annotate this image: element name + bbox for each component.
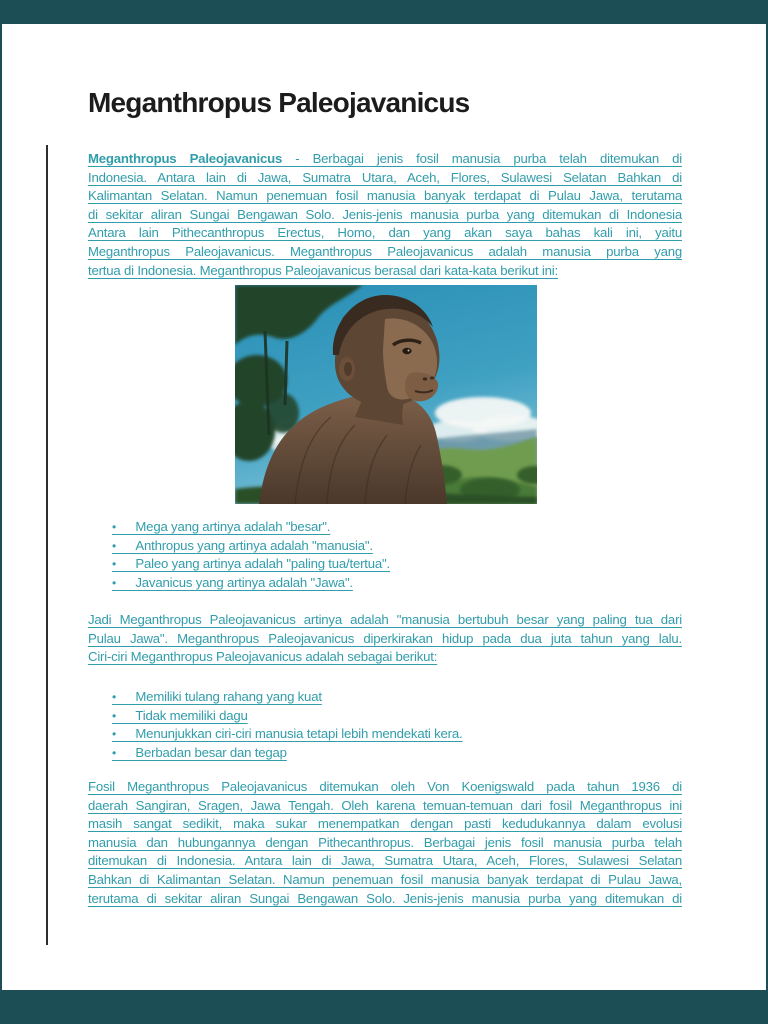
list-item: • Anthropus yang artinya adalah "manusia". <box>112 537 373 553</box>
bullet-icon: • <box>112 520 117 534</box>
text-line: daerah Sangiran, Sragen, Jawa Tengah. Oleh karena temuan-temuan dari fosil Meganthropus ini <box>88 797 682 813</box>
text-line: tertua di Indonesia. Meganthropus Paleojavanicus berasal dari kata-kata berikut ini: <box>88 262 558 278</box>
text-line: Meganthropus Paleojavanicus. Meganthropus Paleojavanicus adalah manusia purba yang <box>88 243 682 259</box>
bullet-icon: • <box>112 575 117 590</box>
bullet-icon: • <box>112 690 117 704</box>
bullet-icon: • <box>112 727 117 742</box>
viewer-bottom-bar <box>0 990 768 1024</box>
text-line: terutama di sekitar aliran Sungai Bengawan Solo. Jenis-jenis manusia purba yang ditemukan di <box>88 890 682 906</box>
text-line: Meganthropus Paleojavanicus - Berbagai jenis fosil manusia purba telah ditemukan di <box>88 151 683 166</box>
list-item: • Mega yang artinya adalah "besar". <box>112 519 331 534</box>
list-item: • Paleo yang artinya adalah "paling tua/tertua". <box>112 556 390 572</box>
text-line: Indonesia. Antara lain di Jawa, Sumatra Utara, Aceh, Flores, Sulawesi Selatan Bahkan di <box>88 169 682 185</box>
text-line: Antara lain Pithecanthropus Erectus, Homo, dan yang akan saya bahas kali ini, yaitu <box>88 225 682 241</box>
text-line: Bahkan di Kalimantan Selatan. Namun penemuan fosil manusia banyak terdapat di Pulau Jawa, <box>88 871 682 887</box>
hominid-reconstruction-image <box>235 285 537 504</box>
paragraph-intro <box>88 150 682 280</box>
text-line: Pulau Jawa". Meganthropus Paleojavanicus diperkirakan hidup pada dua juta tahun yang lalu. <box>88 630 682 646</box>
document-page <box>2 24 766 990</box>
text-line: Fosil Meganthropus Paleojavanicus ditemukan oleh Von Koenigswald pada tahun 1936 di <box>88 779 682 794</box>
text-line: Jadi Meganthropus Paleojavanicus artinya adalah "manusia bertubuh besar yang paling tua dari <box>88 612 682 627</box>
text-line: manusia dan hubungannya dengan Pithecanthropus. Berbagai jenis fosil manusia purba telah <box>88 834 682 850</box>
list-item: • Memiliki tulang rahang yang kuat <box>112 689 322 704</box>
list-item: • Berbadan besar dan tegap <box>112 744 287 760</box>
bullet-icon: • <box>112 557 117 572</box>
word-meaning-list <box>112 518 390 592</box>
paragraph-meaning <box>88 611 682 667</box>
characteristics-list <box>112 688 462 762</box>
bullet-icon: • <box>112 745 117 760</box>
page-title: Meganthropus Paleojavanicus <box>88 87 470 118</box>
paragraph-discovery <box>88 778 682 908</box>
text-line: Kalimantan Selatan. Namun penemuan fosil manusia banyak terdapat di Pulau Jawa, terutama <box>88 188 682 204</box>
text-line: Ciri-ciri Meganthropus Paleojavanicus adalah sebagai berikut: <box>88 649 438 665</box>
viewer-top-bar <box>0 0 768 24</box>
bullet-icon: • <box>112 708 117 723</box>
list-item: • Menunjukkan ciri-ciri manusia tetapi lebih mendekati kera. <box>112 726 463 742</box>
list-item: • Tidak memiliki dagu <box>112 707 248 723</box>
text-line: masih sangat sedikit, maka sukar menempatkan dengan pasti kedudukannya dalam evolusi <box>88 816 682 832</box>
text-line: di sekitar aliran Sungai Bengawan Solo. Jenis-jenis manusia purba yang ditemukan di Indonesia <box>88 206 682 222</box>
list-item: • Javanicus yang artinya adalah "Jawa". <box>112 574 353 590</box>
revision-change-bar <box>46 145 48 945</box>
text-line: ditemukan di Indonesia. Antara lain di Jawa, Sumatra Utara, Aceh, Flores, Sulawesi Selatan <box>88 853 682 869</box>
bullet-icon: • <box>112 538 117 553</box>
